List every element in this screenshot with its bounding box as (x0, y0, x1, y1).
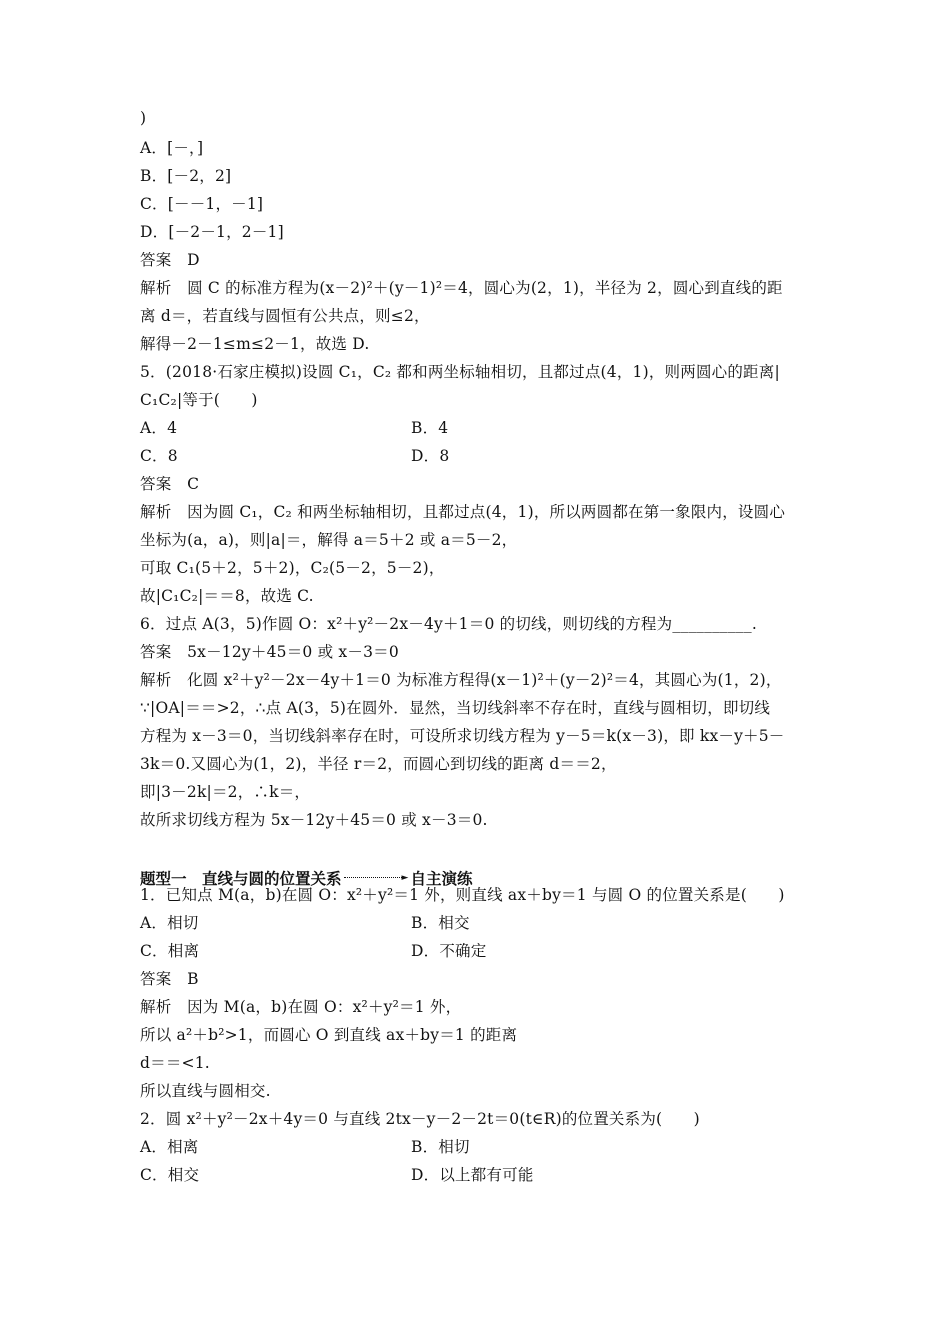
line-text: B．[－2，2] (140, 167, 232, 185)
line-text: A．4 (140, 419, 178, 437)
line-text: C．[－－1，－1] (140, 195, 264, 213)
line-text: C．8 (140, 447, 178, 465)
line-text: 所以直线与圆相交. (140, 1082, 271, 1100)
text-line (140, 334, 369, 354)
line-text: 故|C₁C₂|＝＝8，故选 C. (140, 587, 314, 605)
line-text: 解得－2－1≤m≤2－1，故选 D. (140, 335, 370, 353)
line-text: 故所求切线方程为 5x－12y＋45＝0 或 x－3＝0. (140, 811, 488, 829)
text-line (140, 782, 310, 802)
text-line (140, 1109, 700, 1129)
text-line (140, 969, 199, 989)
line-text: 即|3－2k|＝2，∴k＝， (140, 783, 311, 801)
line-text: 所以 a²＋b²>1，而圆心 O 到直线 ax＋by＝1 的距离 (140, 1026, 518, 1044)
line-text: 答案 B (140, 970, 199, 988)
text-line (140, 586, 314, 606)
line-text: 2．圆 x²＋y²－2x＋4y＝0 与直线 2tx－y－2－2t＝0(t∈R)的位置关系为( ) (140, 1110, 700, 1128)
option-right: B．相交 (411, 914, 470, 932)
text-line (140, 726, 785, 746)
line-text: A．相离 (140, 1138, 199, 1156)
arrow-icon: ► (401, 872, 409, 883)
line-text: 解析 因为 M(a，b)在圆 O：x²＋y²＝1 外， (140, 998, 462, 1016)
text-line (140, 754, 617, 774)
line-text: ∵|OA|＝＝>2，∴点 A(3，5)在圆外．显然，当切线斜率不存在时，直线与圆相切，即切线 (140, 699, 771, 717)
text-line (140, 1165, 534, 1185)
line-text: 答案 5x－12y＋45＝0 或 x－3＝0 (140, 643, 399, 661)
line-text: 答案 D (140, 251, 200, 269)
text-line (140, 446, 450, 466)
text-line (140, 502, 785, 522)
line-text: 方程为 x－3＝0，当切线斜率存在时，可设所求切线方程为 y－5＝k(x－3)，即 kx－y＋5－ (140, 727, 785, 745)
line-text: 可取 C₁(5＋2，5＋2)，C₂(5－2，5－2)， (140, 559, 445, 577)
option-right: B．相切 (411, 1138, 470, 1156)
text-line (140, 1081, 271, 1101)
line-text: 5．(2018·石家庄模拟)设圆 C₁，C₂ 都和两坐标轴相切，且都过点(4，1)，则两圆心的距离| (140, 363, 780, 381)
line-text: D．[－2－1，2－1] (140, 223, 284, 241)
line-text: A．[－，] (140, 139, 204, 157)
text-line (140, 278, 783, 298)
text-line (140, 250, 200, 270)
line-text: 离 d＝，若直线与圆恒有公共点，则≤2， (140, 307, 430, 325)
line-text: A．相切 (140, 914, 199, 932)
text-line (140, 1137, 470, 1157)
dotted-leader (344, 877, 402, 878)
line-text: d＝＝<1. (140, 1054, 210, 1072)
text-line (140, 222, 284, 242)
line-text: 答案 C (140, 475, 200, 493)
text-line (140, 166, 231, 186)
line-text: 坐标为(a，a)，则|a|＝，解得 a＝5＋2 或 a＝5－2， (140, 531, 518, 549)
text-line (140, 997, 461, 1017)
option-right: B．4 (411, 419, 449, 437)
text-line (140, 670, 782, 690)
line-text: 1．已知点 M(a，b)在圆 O：x²＋y²＝1 外，则直线 ax＋by＝1 与圆 O 的位置关系是( ) (140, 886, 785, 904)
text-line (140, 614, 757, 634)
line-text: 解析 圆 C 的标准方程为(x－2)²＋(y－1)²＝4，圆心为(2，1)，半径为 2，圆心到直线的距 (140, 279, 783, 297)
text-line (140, 642, 399, 662)
text-line (140, 474, 199, 494)
option-right: D．以上都有可能 (411, 1166, 534, 1184)
line-text: ) (140, 109, 147, 127)
text-line (140, 418, 449, 438)
text-line (140, 306, 430, 326)
text-line (140, 390, 258, 410)
text-line (140, 810, 488, 830)
text-line (140, 138, 203, 158)
line-text: 解析 化圆 x²＋y²－2x－4y＋1＝0 为标准方程得(x－1)²＋(y－2)²＝4，其圆心为(1，2)， (140, 671, 782, 689)
line-text: 6．过点 A(3，5)作圆 O：x²＋y²－2x－4y＋1＝0 的切线，则切线的方程为__________. (140, 615, 757, 633)
option-right: D．8 (411, 447, 450, 465)
text-line (140, 558, 445, 578)
text-line (140, 108, 146, 128)
text-line (140, 1053, 210, 1073)
line-text: 解析 因为圆 C₁，C₂ 和两坐标轴相切，且都过点(4，1)，所以两圆都在第一象限内，设圆心 (140, 503, 786, 521)
line-text: C．相离 (140, 942, 200, 960)
line-text: C₁C₂|等于( ) (140, 391, 258, 409)
section-title: 题型一 直线与圆的位置关系 (140, 870, 342, 888)
text-line (140, 530, 517, 550)
text-line (140, 941, 487, 961)
text-line (140, 1025, 517, 1045)
text-line (140, 698, 770, 718)
text-line (140, 913, 470, 933)
section-tag: 自主演练 (410, 870, 473, 888)
section-heading (140, 869, 472, 890)
line-text: C．相交 (140, 1166, 200, 1184)
text-line (140, 194, 263, 214)
text-line (140, 362, 780, 382)
line-text: 3k＝0.又圆心为(1，2)，半径 r＝2，而圆心到切线的距离 d＝＝2， (140, 755, 617, 773)
option-right: D．不确定 (411, 942, 487, 960)
